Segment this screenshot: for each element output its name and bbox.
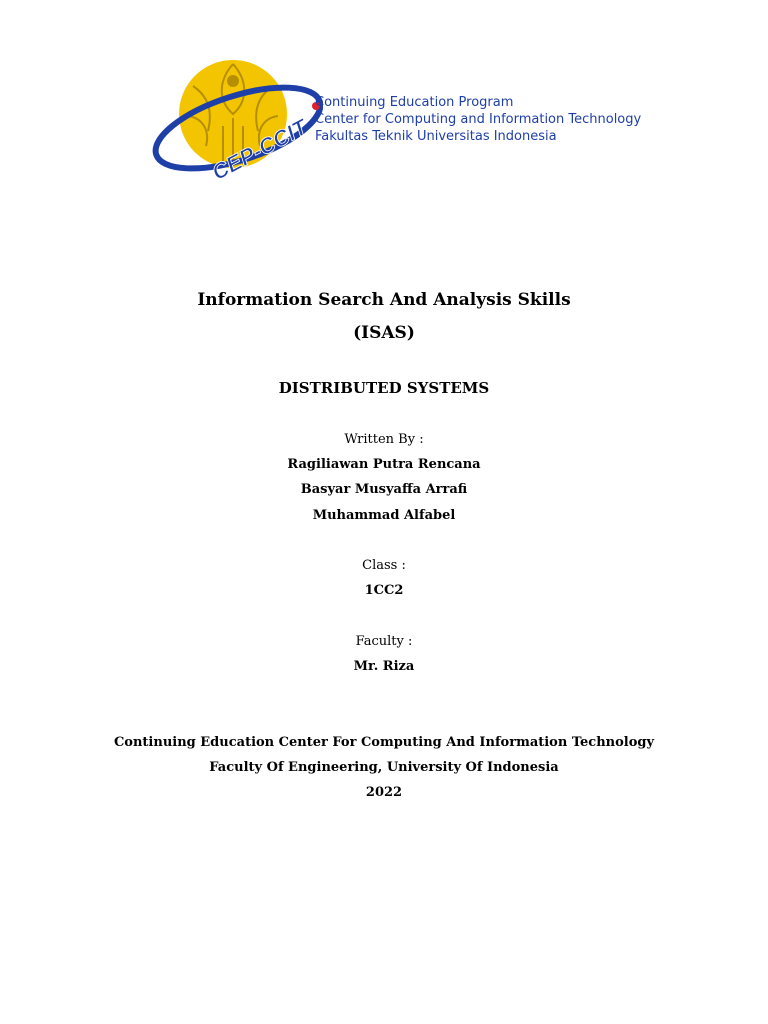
author-name: Ragiliawan Putra Rencana xyxy=(287,457,481,472)
institution-line-1: Continuing Education Center For Computing And Information Technology xyxy=(113,735,655,750)
author-name: Basyar Musyaffa Arrafi xyxy=(300,482,468,497)
author-name: Muhammad Alfabel xyxy=(312,508,456,523)
title-line-2: (ISAS) xyxy=(353,323,415,343)
written-by-label: Written By : xyxy=(344,432,424,447)
title-line-1: Information Search And Analysis Skills xyxy=(197,290,571,310)
institution-year: 2022 xyxy=(365,785,403,800)
faculty-value: Mr. Riza xyxy=(353,659,415,674)
cep-ccit-logo xyxy=(140,36,642,256)
logo-text-block xyxy=(315,94,641,145)
logo-line-1: Continuing Education Program xyxy=(315,95,514,110)
logo-line-3: Fakultas Teknik Universitas Indonesia xyxy=(315,129,557,144)
cep-ccit-emblem-icon xyxy=(148,46,323,186)
logo-line-2: Center for Computing and Information Technology xyxy=(315,112,642,127)
institution-line-2: Faculty Of Engineering, University Of Indonesia xyxy=(209,760,559,775)
emblem-text: CEP-CCIT xyxy=(207,114,312,186)
faculty-label: Faculty : xyxy=(355,634,413,649)
class-label: Class : xyxy=(362,558,406,573)
subject-title: DISTRIBUTED SYSTEMS xyxy=(278,379,490,397)
class-value: 1CC2 xyxy=(364,583,404,598)
